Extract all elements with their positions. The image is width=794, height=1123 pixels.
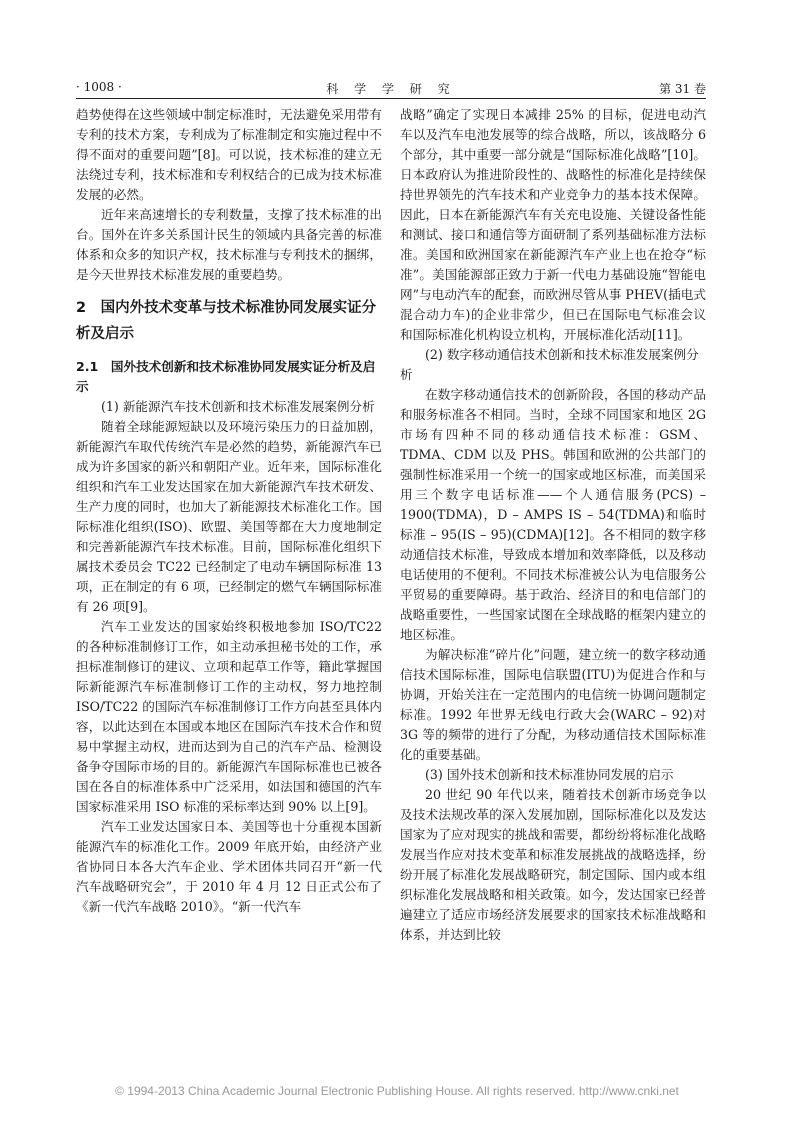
case-heading: (2) 数字移动通信技术创新和技术标准发展案例分析 — [400, 347, 699, 382]
right-column — [400, 105, 706, 945]
header-rule — [76, 98, 706, 99]
paragraph: 趋势使得在这些领域中制定标准时，无法避免采用带有专利的技术方案，专利成为了标准制定和实施过程中不得不面对的重要问题”[8]。可以说，技术标准的建立无法绕过专利，技术标准和专利权结合的已成为技术标准发展的必然。 — [76, 107, 382, 202]
copyright-footer: © 1994-2013 China Academic Journal Electronic Publishing House. All rights reserved. http://www.cnki.net — [115, 1084, 679, 1098]
volume-number: 第 31 卷 — [659, 82, 706, 96]
paragraph: 20 世纪 90 年代以来，随着技术创新市场竞争以及技术法规改革的深入发展加剧，国际标准化以及发达国家为了应对现实的挑战和需要，都纷纷将标准化战略发展当作应对技术变革和标准发展挑战的战略选择，纷纷开展了标准化发展战略研究，制定国际、国内或本组织标准化发展战略和相关政策。如今，发达国家已经普遍建立了适应市场经济发展要求的国家技术标准战略和体系，并达到比较 — [400, 787, 706, 942]
page-number: · 1008 · — [76, 80, 122, 94]
running-header — [76, 76, 706, 98]
paragraph: 汽车工业发达国家日本、美国等也十分重视本国新能源汽车的标准化工作。2009 年底开始，由经济产业省协同日本各大汽车企业、学术团体共同召开“新一代汽车战略研究会”，于 2010 年 4 月 12 日正式公布了《新一代汽车战略 2010》。“新一代汽车 — [76, 819, 382, 914]
paragraph: 为解决标准“碎片化”问题，建立统一的数字移动通信技术国际标准，国际电信联盟(ITU)为促进合作和与协调，开始关注在一定范围内的电信统一协调问题制定标准。1992 年世界无线电行政大会(WARC – 92)对 3G 等的频带的进行了分配，为移动通信技术国际标准化的重要基础。 — [400, 647, 706, 762]
paragraph: 近年来高速增长的专利数量，支撑了技术标准的出台。国外在许多关系国计民生的领域内具备完善的标准体系和众多的知识产权，技术标准与专利技术的捆绑，是今天世界技术标准发展的重要趋势。 — [76, 207, 382, 282]
paragraph: 在数字移动通信技术的创新阶段，各国的移动产品和服务标准各不相同。当时，全球不同国家和地区 2G 市场有四种不同的移动通信技术标准：GSM、TDMA、CDM 以及 PHS。韩国和欧洲的公共部门的强制性标准采用一个统一的国家或地区标准，而美国采用三个数字电话标准——个人通信服务(PCS) – 1900(TDMA)，D – AMPS IS – 54(TDMA)和临时标准 – 95(IS – 95)(CDMA)[12]。各不相同的数字移动通信技术标准，导致成本增加和效率降低，以及移动电话使用的不便利。不同技术标准被公认为电信服务公平贸易的重要障碍。基于政治、经济目的和电信部门的战略重要性，一些国家试图在全球战略的框架内建立的地区标准。 — [400, 387, 706, 642]
paragraph: 战略”确定了实现日本减排 25% 的目标，促进电动汽车以及汽车电池发展等的综合战略，所以，该战略分 6 个部分，其中重要一部分就是“国际标准化战略”[10]。日本政府认为推进阶段性的、战略性的标准化是持续保持世界领先的汽车技术和产业竞争力的基本技术保障。因此，日本在新能源汽车有关充电设施、关键设备性能和测试、接口和通信等方面研制了系列基础标准方法标准。美国和欧洲国家在新能源汽车产业上也在抢夺“标准”。美国能源部正致力于新一代电力基础设施“智能电网”与电动汽车的配套，而欧洲尽管从事 PHEV(插电式混合动力车)的企业非常少，但已在国际电气标准会议和国际标准化机构设立机构，开展标准化活动[11]。 — [400, 107, 706, 342]
paragraph: 汽车工业发达的国家始终积极地参加 ISO/TC22 的各种标准制修订工作，如主动承担秘书处的工作，承担标准制修订的建议、立项和起草工作等，籍此掌握国际新能源汽车标准制修订工作的主动权，努力地控制 ISO/TC22 的国际汽车标准制修订工作方向甚至具体内容，以此达到在本国或本地区在国际汽车技术合作和贸易中掌握主动权，进而达到为自己的汽车产品、检测设备争夺国际市场的目的。新能源汽车国际标准也已被各国在各自的标准体系中广泛采用，如法国和德国的汽车国家标准采用 ISO 标准的采标率达到 90% 以上[9]。 — [76, 619, 382, 814]
case-heading: (1) 新能源汽车技术创新和技术标准发展案例分析 — [101, 399, 375, 414]
section-heading: 2 国内外技术变革与技术标准协同发展实证分析及启示 — [76, 300, 377, 342]
case-heading: (3) 国外技术创新和技术标准协同发展的启示 — [425, 767, 674, 782]
paragraph: 随着全球能源短缺以及环境污染压力的日益加剧，新能源汽车取代传统汽车是必然的趋势，新能源汽车已成为许多国家的新兴和朝阳产业。近年来，国际标准化组织和汽车工业发达国家在加大新能源汽车技术研发、生产力度的同时，也加大了新能源技术标准化工作。国际标准化组织(ISO)、欧盟、美国等都在大力度地制定和完善新能源汽车技术标准。目前，国际标准化组织下属技术委员会 TC22 已经制定了电动车辆国际标准 13 项，正在制定的有 6 项，已经制定的燃气车辆国际标准有 26 项[9]。 — [76, 419, 382, 614]
journal-title: 科 学 学 研 究 — [326, 82, 456, 96]
left-column — [76, 105, 382, 917]
subsection-heading: 2.1 国外技术创新和技术标准协同发展实证分析及启示 — [76, 359, 376, 394]
